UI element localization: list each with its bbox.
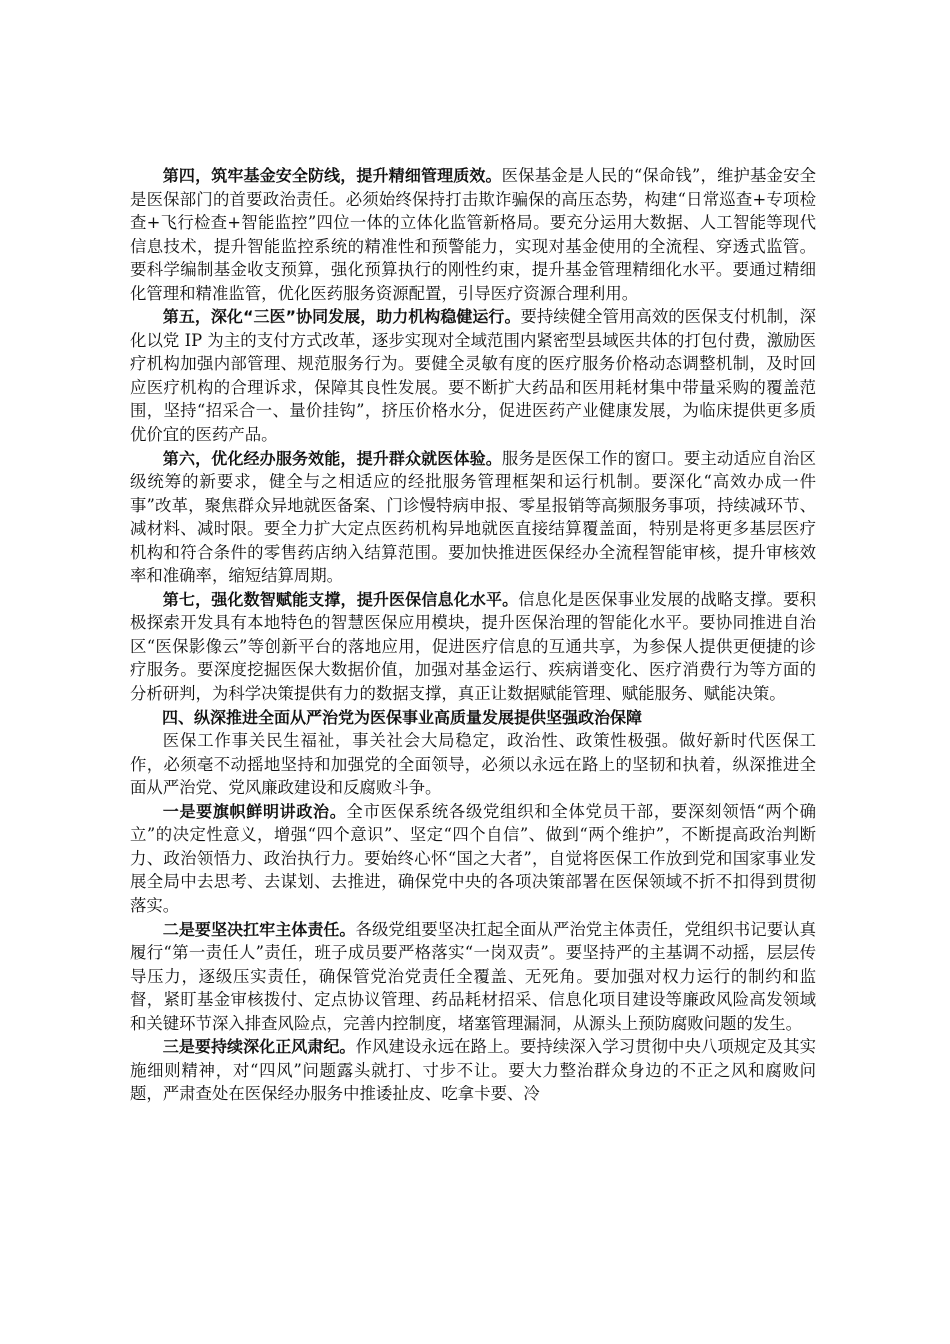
paragraph-lead: 第四，筑牢基金安全防线，提升精细管理质效。 (162, 166, 502, 185)
paragraph-sixth (130, 447, 816, 588)
paragraph-lead: 第六，优化经办服务效能，提升群众就医体验。 (162, 448, 502, 468)
paragraph-body: 服务是医保工作的窗口。要主动适应自治区级统筹的新要求，健全与之相适应的经批服务管理框架和运行机制。要深化“高效办成一件事”改革，聚焦群众异地就医备案、门诊慢特病申报、零星报销等高频服务事项，持续减环节、减材料、减时限。要全力扩大定点医药机构异地就医直接结算覆盖面，特别是将更多基层医疗机构和符合条件的零售药店纳入结算范围。要加快推进医保经办全流程智能审核，提升审核效率和准确率，缩短结算周期。 (130, 448, 816, 586)
paragraph-body: 医保基金是人民的“保命钱”，维护基金安全是医保部门的首要政治责任。必须始终保持打击欺诈骗保的高压态势，构建“日常巡查+专项检查+飞行检查+智能监控”四位一体的立体化监管新格局。要充分运用大数据、人工智能等现代信息技术，提升智能监控系统的精准性和预警能力，实现对基金使用的全流程、穿透式监管。要科学编制基金收支预算，强化预算执行的刚性约束，提升基金管理精细化水平。要通过精细化管理和精准监管，优化医药服务资源配置，引导医疗资源合理利用。 (130, 166, 816, 303)
point-body: 各级党组要坚决扛起全面从严治党主体责任，党组织书记要认真履行“第一责任人”责任，班子成员要严格落实“一岗双责”。要坚持严的主基调不动摇，层层传导压力，逐级压实责任，确保管党治党责任全覆盖、无死角。要加强对权力运行的制约和监督，紧盯基金审核拨付、定点协议管理、药品耗材招采、信息化项目建设等廉政风险高发领域和关键环节深入排查风险点，完善内控制度，堵塞管理漏洞，从源头上预防腐败问题的发生。 (130, 919, 816, 1033)
paragraph-lead: 第七，强化数智赋能支撑，提升医保信息化水平。 (162, 589, 519, 609)
paragraph-body: 要持续健全管用高效的医保支付机制，深化以党 IP 为主的支付方式改革，逐步实现对全域范围内紧密型县域医共体的打包付费，激励医疗机构加强内部管理、规范服务行为。要健全灵敏有度的医疗服务价格动态调整机制，及时回应医疗机构的合理诉求，保障其良性发展。要不断扩大药品和医用耗材集中带量采购的覆盖范围，坚持“招采合一、量价挂钩”，挤压价格水分，促进医药产业健康发展，为临床提供更多质优价宜的医药产品。 (130, 307, 816, 445)
point-body: 全市医保系统各级党组织和全体党员干部，要深刻领悟“两个确立”的决定性意义，增强“四个意识”、坚定“四个自信”、做到“两个维护”，不断提高政治判断力、政治领悟力、政治执行力。要始终心怀“国之大者”，自觉将医保工作放到党和国家事业发展全局中去思考、去谋划、去推进，确保党中央的各项决策部署在医保领域不折不扣得到贯彻落实。 (130, 801, 816, 915)
paragraph-lead: 第五，深化“三医”协同发展，助力机构稳健运行。 (162, 307, 521, 327)
paragraph-seventh (130, 588, 816, 706)
paragraph-fourth (130, 164, 816, 305)
section-heading: 四、纵深推进全面从严治党为医保事业高质量发展提供坚强政治保障 (162, 707, 643, 727)
point-lead: 一是要旗帜鲜明讲政治。 (162, 801, 347, 821)
point-lead: 二是要坚决扛牢主体责任。 (162, 919, 356, 939)
point-two (130, 918, 816, 1036)
point-body: 作风建设永远在路上。要持续深入学习贯彻中央八项规定及其实施细则精神，对“四风”问题露头就打、寸步不让。要大力整治群众身边的不正之风和腐败问题，严肃查处在医保经办服务中推诿扯皮、吃拿卡要、冷 (130, 1037, 816, 1104)
paragraph-fifth (130, 305, 816, 446)
document-page (130, 164, 816, 1106)
point-three (130, 1035, 816, 1106)
point-lead: 三是要持续深化正风肃纪。 (162, 1037, 356, 1057)
point-one (130, 800, 816, 918)
section-intro: 医保工作事关民生福祉，事关社会大局稳定，政治性、政策性极强。做好新时代医保工作，必须毫不动摇地坚持和加强党的全面领导，必须以永远在路上的坚韧和执着，纵深推进全面从严治党、党风廉政建设和反腐败斗争。 (130, 731, 816, 798)
paragraph-body: 信息化是医保事业发展的战略支撑。要积极探索开发具有本地特色的智慧医保应用模块，提升医保治理的智能化水平。要协同推进自治区“医保影像云”等创新平台的落地应用，促进医疗信息的互通共享，为参保人提供更便捷的诊疗服务。要深度挖掘医保大数据价值，加强对基金运行、疾病谱变化、医疗消费行为等方面的分析研判，为科学决策提供有力的数据支撑，真正让数据赋能管理、赋能服务、赋能决策。 (130, 589, 816, 704)
